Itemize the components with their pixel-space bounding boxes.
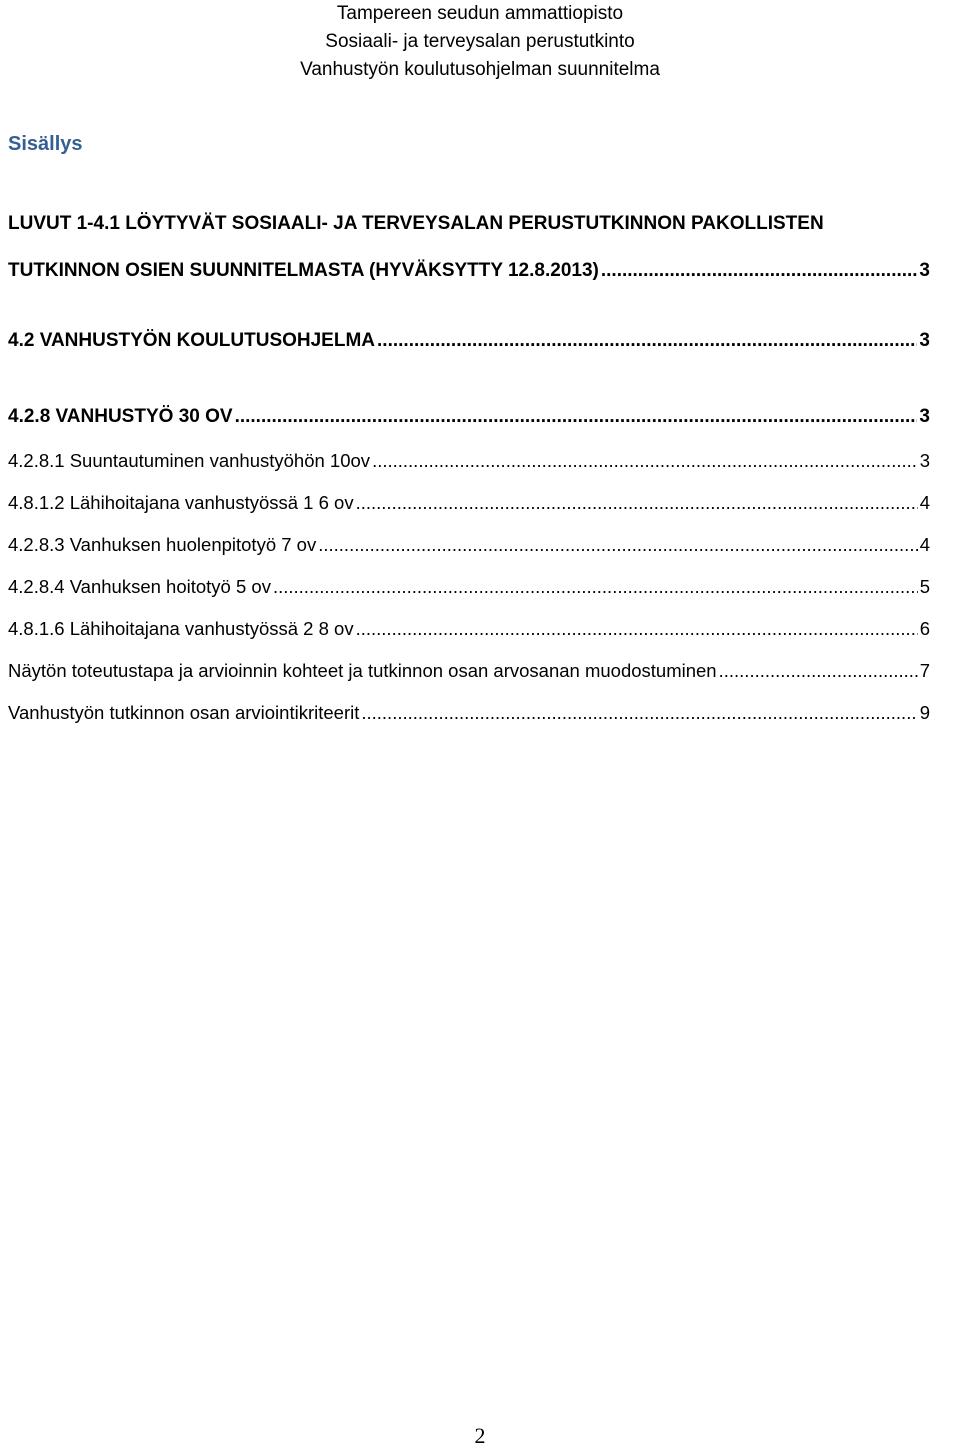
toc-entry-lahihoitajana-1[interactable] xyxy=(8,492,930,514)
toc-entry-suuntautuminen[interactable] xyxy=(8,450,930,472)
toc-entry-text: TUTKINNON OSIEN SUUNNITELMASTA (HYVÄKSYTTY 12.8.2013) xyxy=(8,260,599,281)
toc-leader-dots xyxy=(601,260,918,282)
toc-entry-lahihoitajana-2[interactable] xyxy=(8,618,930,640)
toc-leader-dots xyxy=(372,450,918,472)
toc-leader-dots xyxy=(719,660,918,682)
toc-entry-text: Vanhustyön tutkinnon osan arviointikriteerit xyxy=(8,702,360,723)
document-header xyxy=(0,0,960,84)
toc-entry-text: 4.2.8.4 Vanhuksen hoitotyö 5 ov xyxy=(8,576,271,597)
toc-leader-dots xyxy=(377,330,917,352)
toc-entry-page: 3 xyxy=(919,406,930,427)
toc-entry-text: 4.8.1.2 Lähihoitajana vanhustyössä 1 6 ov xyxy=(8,492,354,513)
header-institution: Tampereen seudun ammattiopisto xyxy=(336,3,624,24)
toc-entry-text: 4.2.8.1 Suuntautuminen vanhustyöhön 10ov xyxy=(8,450,371,471)
page-number: 2 xyxy=(474,1423,486,1448)
toc-leader-dots xyxy=(356,492,918,514)
header-degree: Sosiaali- ja terveysalan perustutkinto xyxy=(325,31,635,52)
toc-entry-arviointikriteerit[interactable] xyxy=(8,702,930,724)
toc-leader-dots xyxy=(318,534,917,556)
toc-entry-page: 4 xyxy=(919,492,930,513)
toc-entry-text: 4.2.8 VANHUSTYÖ 30 OV xyxy=(8,406,233,427)
toc-entry-page: 3 xyxy=(919,260,930,281)
toc-entry-page: 5 xyxy=(919,576,930,597)
toc-entry-huolenpitotyo[interactable] xyxy=(8,534,930,556)
toc-leader-dots xyxy=(273,576,918,598)
header-plan-title: Vanhustyön koulutusohjelman suunnitelma xyxy=(300,59,660,80)
toc-entry-hoitotyo[interactable] xyxy=(8,576,930,598)
toc-entry-text: 4.2 VANHUSTYÖN KOULUTUSOHJELMA xyxy=(8,330,376,351)
toc-entry-nayton-toteutustapa[interactable] xyxy=(8,660,930,682)
toc-entry-page: 4 xyxy=(919,534,930,555)
toc-entry-page: 3 xyxy=(919,330,930,351)
toc-entry-vanhustyo[interactable] xyxy=(8,406,930,428)
toc-leader-dots xyxy=(361,702,917,724)
toc-entry-text: 4.2.8.3 Vanhuksen huolenpitotyö 7 ov xyxy=(8,534,317,555)
toc-entry-page: 6 xyxy=(919,618,930,639)
toc-entry-text: Näytön toteutustapa ja arvioinnin kohteet ja tutkinnon osan arvosanan muodostuminen xyxy=(8,660,717,681)
toc-leader-dots xyxy=(356,618,918,640)
toc-entry-text: 4.8.1.6 Lähihoitajana vanhustyössä 2 8 ov xyxy=(8,618,354,639)
toc-leader-dots xyxy=(235,406,918,428)
toc-entry-page: 3 xyxy=(919,450,930,471)
toc-entry-koulutusohjelma[interactable] xyxy=(8,330,930,352)
toc-entry-page: 7 xyxy=(919,660,930,681)
toc-title: Sisällys xyxy=(8,133,83,155)
toc-entry-page: 9 xyxy=(919,702,930,723)
toc-entry-text-line1: LUVUT 1-4.1 LÖYTYVÄT SOSIAALI- JA TERVEYSALAN PERUSTUTKINNON PAKOLLISTEN xyxy=(8,213,824,234)
toc-entry-chapters[interactable] xyxy=(8,210,930,282)
